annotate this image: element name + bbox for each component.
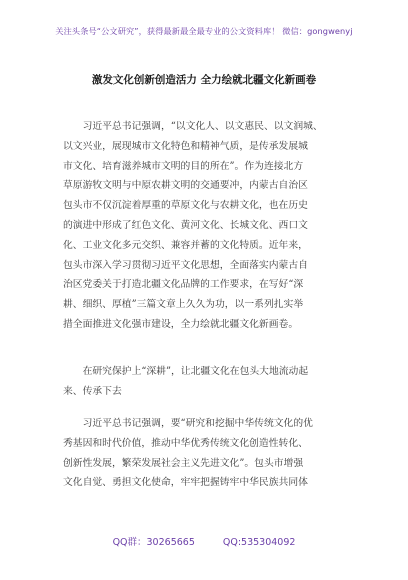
document-title: 激发文化创新创造活力 全力绘就北疆文化新画卷 [91,74,317,86]
qq-group-text: QQ群：30265665 [112,537,195,548]
text-line: 市文化、培育滋养城市文明的目的所在”。作为连接北方 [63,160,304,172]
text-line: 包头市不仅沉淀着厚重的草原文化与农耕文化，也在历史 [63,200,308,212]
text-line: 耕、细织、厚植”三篇文章上久久为功，以一系列扎实举 [63,299,304,311]
text-line: 文化自觉、勇担文化使命，牢牢把握铸牢中华民族共同体 [63,477,308,489]
footer-contact [0,534,408,548]
text-line: 的演进中形成了红色文化、黄河文化、长城文化、西口文 [63,219,308,231]
text-line: 治区党委关于打造北疆文化品牌的工作要求，在写好“深 [63,279,304,291]
text-line: 来、传承下去 [63,385,122,397]
section-heading-paragraph [63,362,348,402]
text-line: 创新性发展，繁荣发展社会主义先进文化”。包头市增强 [63,457,304,469]
text-line: 化、工业文化多元交织、兼容并蓄的文化特质。近年来， [63,239,308,251]
header-note: 关注头条号“公文研究”，获得最新最全最专业的公文资料库！ 微信：gongwenyj [55,26,353,36]
text-line: 秀基因和时代价值，推动中华优秀传统文化创造性转化、 [63,437,308,449]
text-line: 以文兴业，展现城市文化特色和精神气质，是传承发展城 [63,140,308,152]
text-line: 在研究保护上“深耕”，让北疆文化在包头大地流动起 [63,366,309,377]
paragraph-1 [63,117,348,335]
text-line: 习近平总书记强调，要“研究和挖掘中华传统文化的优 [63,418,313,429]
paragraph-3 [63,414,348,493]
qq-text: QQ:535304092 [222,537,296,548]
text-line: 包头市深入学习贯彻习近平文化思想，全面落实内蒙古自 [63,259,308,271]
text-line: 措全面推进文化强市建设，全力绘就北疆文化新画卷。 [63,318,299,330]
text-line: 习近平总书记强调，“以文化人、以文惠民、以文润城、 [63,121,323,132]
text-line: 草原游牧文明与中原农耕文明的交通要冲，内蒙古自治区 [63,180,308,192]
